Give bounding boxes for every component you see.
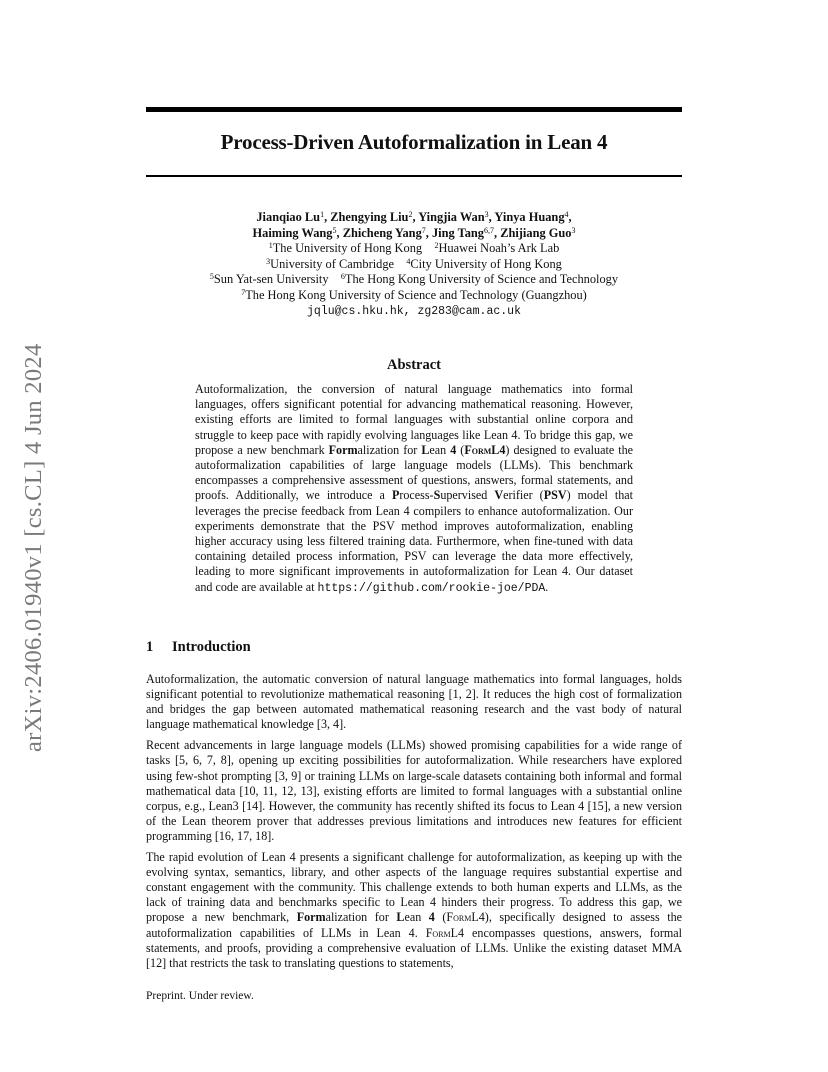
affiliation-mark: 7 xyxy=(241,287,246,297)
section-heading xyxy=(146,639,682,656)
author: Yinya Huang xyxy=(494,210,565,224)
footer-note: Preprint. Under review. xyxy=(146,990,254,1002)
body-paragraph: Recent advancements in large language models (LLMs) showed promising capabilities for a wide range of tasks [5, 6, 7, 8], opening up exciting possibilities for autoformalization. While researchers have explored using few-shot prompting [3, 9] or training LLMs on large-scale datasets containing both informal and formal mathematical data [10, 11, 12, 13], existing efforts are limited to formal languages with a substantial online corpus, e.g., Lean3 [14]. However, the community has recently shifted its focus to Lean 4 [15], a new version of the Lean theorem prover that addresses previous limitations and introduces new features for efficient programming [16, 17, 18]. xyxy=(146,738,682,843)
author-mark: 7 xyxy=(421,225,426,235)
author-mark: 3 xyxy=(484,210,489,219)
affiliation-mark: 5 xyxy=(209,272,214,282)
author-emails: jqlu@cs.hku.hk, zg283@cam.ac.uk xyxy=(307,304,521,318)
affiliation-mark: 6 xyxy=(340,272,345,282)
affiliation: The Hong Kong University of Science and Technology (Guangzhou) xyxy=(245,287,587,302)
affiliation: University of Cambridge xyxy=(270,256,395,271)
author: Zhengying Liu xyxy=(330,210,409,224)
author: Zhicheng Yang xyxy=(342,225,422,240)
author-block xyxy=(146,210,682,319)
affiliation-mark: 3 xyxy=(266,256,271,266)
body-paragraph: The rapid evolution of Lean 4 presents a significant challenge for autoformalization, as keeping up with the evolving syntax, semantics, library, and other aspects of the language requires substantial expertise and constant engagement with the community. This challenge extends to both human experts and LLMs, as the lack of training data and benchmarks specific to Lean 4 hinders their progress. To address this gap, we propose a new benchmark, Formalization for Lean 4 (FormL4), specifically designed to assess the autoformalization capabilities of LLMs in Lean 4. FormL4 encompasses questions, answers, formal statements, and proofs, providing a comprehensive evaluation of LLMs. Unlike the existing dataset MMA [12] that restricts the task to translating questions to statements, xyxy=(146,850,682,970)
affiliation: City University of Hong Kong xyxy=(410,256,562,271)
author-mark: 1 xyxy=(320,210,325,219)
section-number: 1 xyxy=(146,639,154,655)
paper-title: Process-Driven Autoformalization in Lean 4 xyxy=(220,130,608,154)
author: Yingjia Wan xyxy=(418,210,485,224)
affiliation: Huawei Noah’s Ark Lab xyxy=(438,241,560,256)
arxiv-identifier: arXiv:2406.01940v1 [cs.CL] 4 Jun 2024 xyxy=(20,343,47,752)
affiliation: Sun Yat-sen University xyxy=(213,272,329,287)
forml4-name: FormL4 xyxy=(464,442,506,457)
title-top-rule xyxy=(146,107,682,112)
author: Haiming Wang xyxy=(252,225,333,240)
author-mark: 6,7 xyxy=(484,225,494,235)
author-mark: 4 xyxy=(564,210,569,219)
author: Jing Tang xyxy=(431,225,484,240)
affiliation-line xyxy=(146,272,682,288)
body-text xyxy=(146,672,682,977)
body-paragraph: Autoformalization, the automatic conversion of natural language mathematics into formal languages, holds significant potential to revolutionize mathematical reasoning [1, 2]. It reduces the high cost of formalization and bridges the gap between automated mathematical reasoning research and the vast body of natural language mathematical knowledge [3, 4]. xyxy=(146,672,682,732)
affiliation-line xyxy=(146,257,682,273)
author: Zhijiang Guo xyxy=(500,225,572,240)
section-title: Introduction xyxy=(172,639,251,655)
abstract-heading: Abstract xyxy=(387,357,441,373)
abstract-paragraph: Autoformalization, the conversion of natural language mathematics into formal languages, offers significant potential for advancing mathematical reasoning. However, existing efforts are limited to formal languages with substantial online corpora and struggle to keep pace with rapidly evolving languages like Lean 4. To bridge this gap, we propose a new benchmark Formalization for Lean 4 (FormL4) designed to evaluate the autoformalization capabilities of large language models (LLMs). This benchmark encompasses a comprehensive assessment of questions, answers, formal statements, and proofs. Additionally, we introduce a Process-Supervised Verifier (PSV) model that leverages the precise feedback from Lean 4 compilers to enhance autoformalization. Our experiments demonstrate that the PSV method improves autoformalization, enabling higher accuracy using less filtered training data. Furthermore, when fine-tuned with data containing detailed process information, PSV can leverage the data more effectively, leading to more significant improvements in autoformalization for Lean 4. Our dataset and code are available at https://github.com/rookie-joe/PDA. xyxy=(195,382,634,595)
affiliation-mark: 1 xyxy=(268,241,273,251)
title-bottom-rule xyxy=(146,175,682,177)
author-mark: 2 xyxy=(408,210,413,219)
affiliation-mark: 4 xyxy=(406,256,411,266)
author-mark: 5 xyxy=(332,225,337,235)
affiliation-line xyxy=(146,288,682,304)
author-names: Jianqiao Lu$^1$, Zhengying Liu$^2$, Yingjia Wan$^3$, Yinya Huang$^4$, Haiming Wang$^5$, Zhicheng Yang$^7$, Jing Tang$^{6,7}$, Zhijiang Guo$^3$ xyxy=(252,210,576,240)
author-mark: 3 xyxy=(571,225,576,235)
repository-link[interactable]: https://github.com/rookie-joe/PDA xyxy=(317,581,546,595)
author: Jianqiao Lu xyxy=(256,210,321,224)
affiliation: The Hong Kong University of Science and Technology xyxy=(344,272,619,287)
affiliation: The University of Hong Kong xyxy=(272,241,423,256)
affiliation-line xyxy=(146,241,682,257)
affiliation-mark: 2 xyxy=(434,241,439,251)
abstract-text xyxy=(195,382,633,596)
